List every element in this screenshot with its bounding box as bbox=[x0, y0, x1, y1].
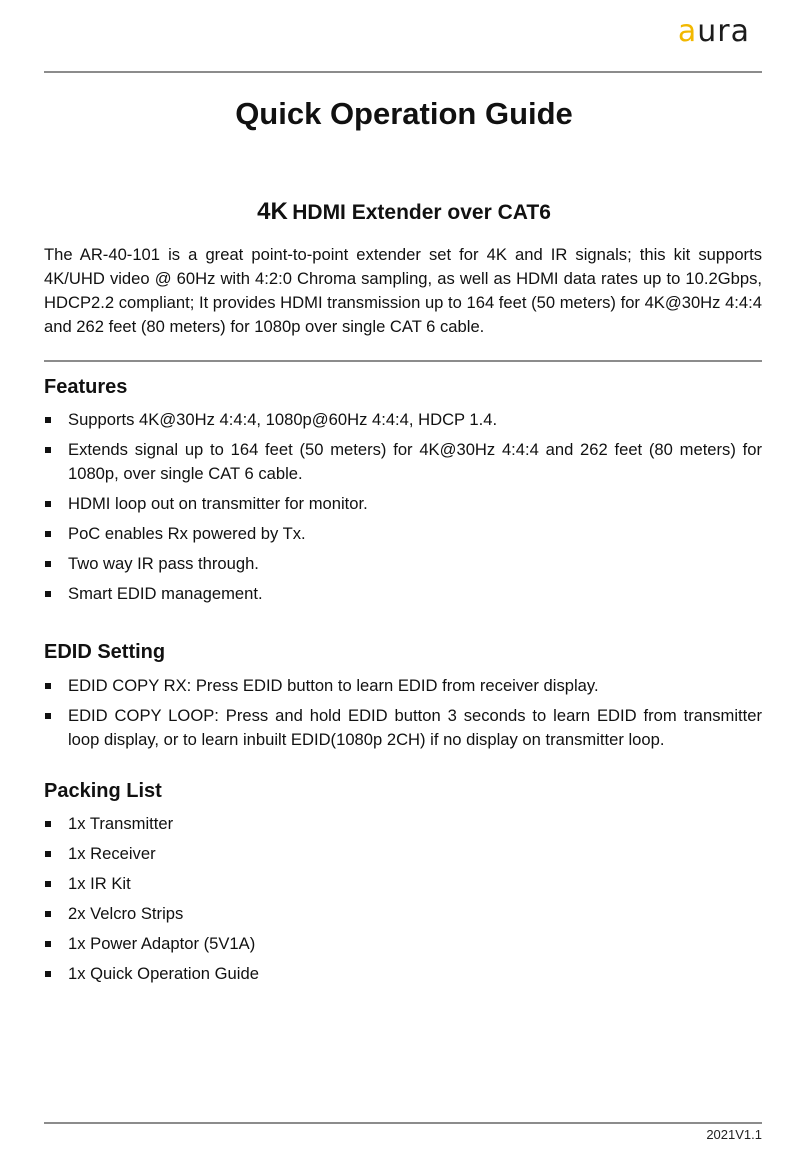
section-divider bbox=[44, 360, 762, 362]
page-title: Quick Operation Guide bbox=[235, 96, 573, 131]
footer-divider bbox=[44, 1122, 762, 1124]
list-item: Extends signal up to 164 feet (50 meters) for 4K@30Hz 4:4:4 and 262 feet (80 meters) for 1080p, over single CAT 6 cable. bbox=[44, 438, 762, 486]
logo-text: aura bbox=[677, 14, 750, 49]
packing-heading: Packing List bbox=[44, 780, 162, 802]
header-divider bbox=[44, 71, 762, 73]
list-item: Smart EDID management. bbox=[44, 582, 762, 606]
edid-heading: EDID Setting bbox=[44, 641, 166, 663]
intro-paragraph: The AR-40-101 is a great point-to-point extender set for 4K and IR signals; this kit supports 4K/UHD video @ 60Hz with 4:2:0 Chroma sampling, as well as HDMI data rates up to 10.2Gbps, HDCP2.2 compliant; It provides HDMI transmission up to 164 feet (50 meters) for 4K@30Hz 4:4:4 and 262 feet (80 meters) for 1080p over single CAT 6 cable. bbox=[44, 245, 762, 336]
features-list bbox=[44, 408, 762, 606]
list-item: Two way IR pass through. bbox=[44, 552, 762, 576]
list-item: 1x Quick Operation Guide bbox=[44, 962, 762, 986]
list-item: Supports 4K@30Hz 4:4:4, 1080p@60Hz 4:4:4, HDCP 1.4. bbox=[44, 408, 762, 432]
packing-list bbox=[44, 812, 762, 986]
list-item: 1x IR Kit bbox=[44, 872, 762, 896]
list-item: 1x Receiver bbox=[44, 842, 762, 866]
subtitle-text: HDMI Extender over CAT6 bbox=[292, 201, 551, 224]
version-label: 2021V1.1 bbox=[706, 1127, 762, 1142]
list-item: HDMI loop out on transmitter for monitor. bbox=[44, 492, 762, 516]
subtitle-prefix: 4K bbox=[257, 198, 288, 225]
list-item: 2x Velcro Strips bbox=[44, 902, 762, 926]
aura-logo bbox=[678, 14, 750, 49]
product-subtitle bbox=[0, 198, 808, 226]
list-item: EDID COPY LOOP: Press and hold EDID button 3 seconds to learn EDID from transmitter loop display, or to learn inbuilt EDID(1080p 2CH) if no display on transmitter loop. bbox=[44, 704, 762, 752]
list-item: 1x Transmitter bbox=[44, 812, 762, 836]
list-item: EDID COPY RX: Press EDID button to learn EDID from receiver display. bbox=[44, 674, 762, 698]
edid-list bbox=[44, 674, 762, 752]
list-item: PoC enables Rx powered by Tx. bbox=[44, 522, 762, 546]
list-item: 1x Power Adaptor (5V1A) bbox=[44, 932, 762, 956]
features-heading: Features bbox=[44, 376, 128, 398]
